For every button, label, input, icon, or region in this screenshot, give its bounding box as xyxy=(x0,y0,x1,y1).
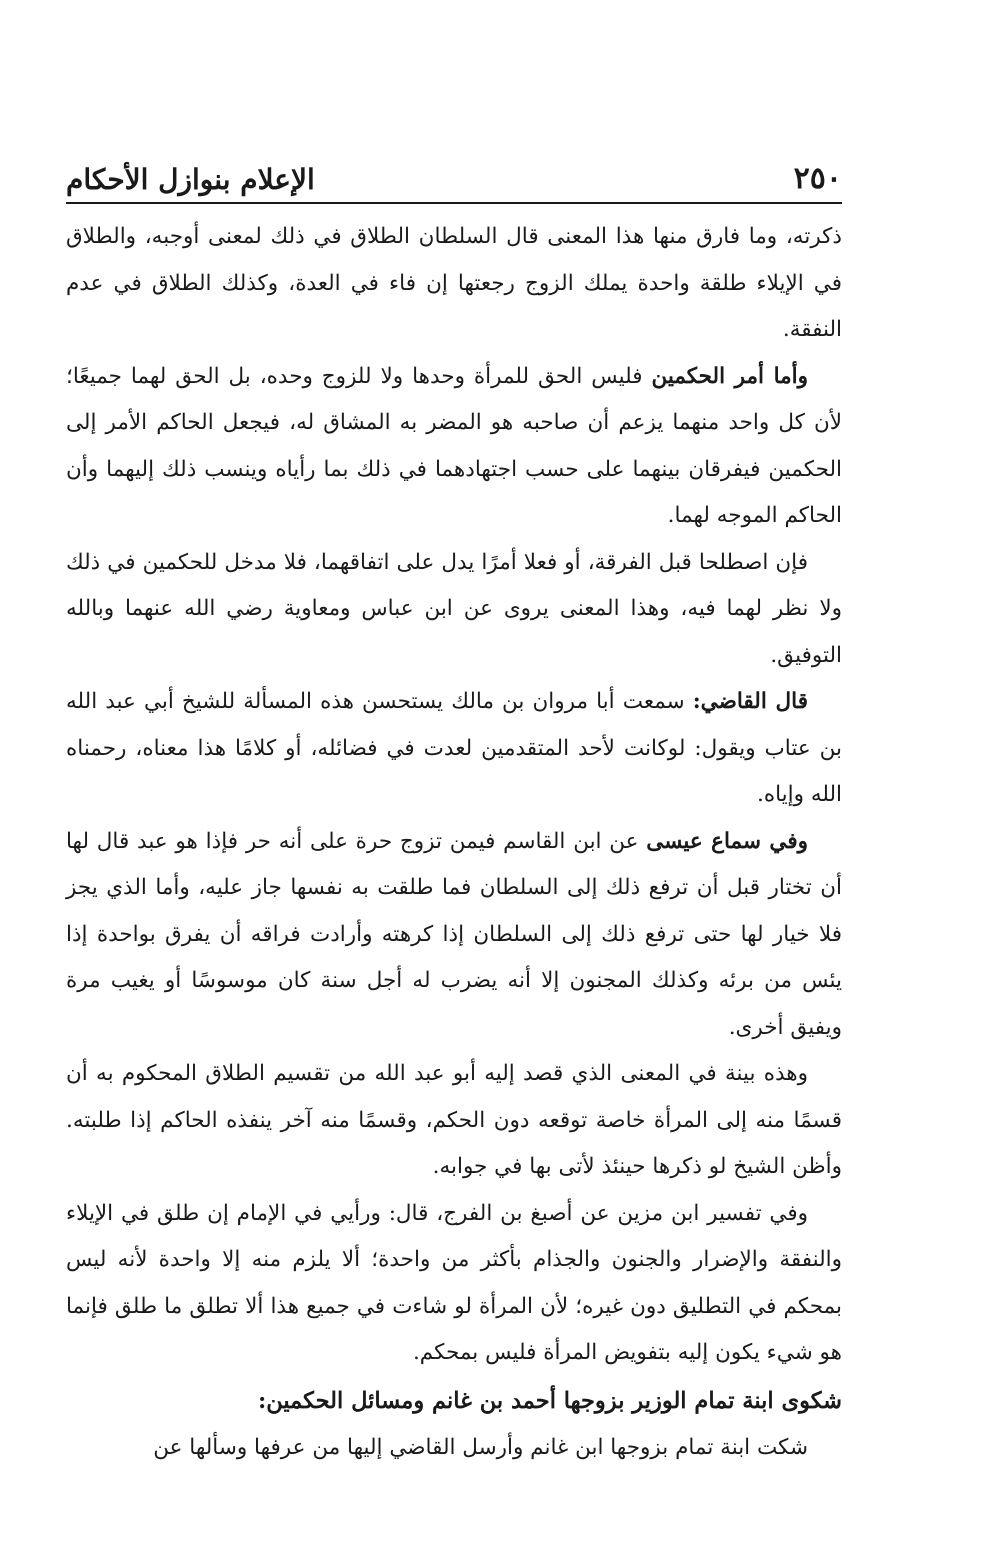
paragraph-lead: قال القاضي: xyxy=(692,689,808,714)
paragraph-6 xyxy=(66,1051,842,1191)
paragraph-5 xyxy=(66,819,842,1052)
paragraph-text: وهذه بينة في المعنى الذي قصد إليه أبو عبد الله من تقسيم الطلاق المحكوم به أن قسمًا منه إلى المرأة خاصة توقعه دون الحكم، وقسمًا منه آخر ينفذه الحاكم إذا طلبته. وأظن الشيخ لو ذكرها حينئذ لأتى بها في جوابه. xyxy=(66,1061,842,1179)
paragraph-text: سمعت أبا مروان بن مالك يستحسن هذه المسألة للشيخ أبي عبد الله بن عتاب ويقول: لوكانت لأحد المتقدمين لعدت في فضائله، أو كلامًا هذا معناه، رحمناه الله وإياه. xyxy=(66,689,842,807)
paragraph-8 xyxy=(66,1425,842,1472)
paragraph-text: عن ابن القاسم فيمن تزوج حرة على أنه حر فإذا هو عبد قال لها أن تختار قبل أن ترفع ذلك إلى السلطان فما طلقت به نفسها جاز عليه، وأما الذي يجز فلا خيار لها حتى ترفع ذلك إلى السلطان إذا كرهته وأرادت فراقه أن يفرق بواحدة إذا يئس من برئه وكذلك المجنون إلا أنه يضرب له أجل سنة كان موسوسًا أو يغيب مرة ويفيق أخرى. xyxy=(66,828,842,1040)
body-text xyxy=(66,214,842,1471)
header-rule xyxy=(66,202,842,204)
section-heading: شكوى ابنة تمام الوزير بزوجها أحمد بن غانم ومسائل الحكمين: xyxy=(257,1387,842,1414)
paragraph-text: ذكرته، وما فارق منها هذا المعنى قال السلطان الطلاق في ذلك لمعنى أوجبه، والطلاق في الإيلاء طلقة واحدة يملك الزوج رجعتها إن فاء في العدة، وكذلك الطلاق في عدم النفقة. xyxy=(66,224,842,342)
paragraph-text: وفي تفسير ابن مزين عن أصبغ بن الفرج، قال: ورأيي في الإمام إن طلق في الإيلاء والنفقة والإضرار والجنون والجذام بأكثر من واحدة؛ ألا يلزم منه إلا واحدة لأنه ليس بمحكم في التطليق دون غيره؛ لأن المرأة لو شاءت في جميع هذا ألا تطلق ما طلق فإنما هو شيء يكون إليه بتفويض المرأة فليس بمحكم. xyxy=(66,1200,842,1365)
page-number: ٢٥٠ xyxy=(793,161,842,196)
paragraph-1 xyxy=(66,214,842,354)
running-title: الإعلام بنوازل الأحكام xyxy=(66,163,315,196)
paragraph-7 xyxy=(66,1191,842,1377)
paragraph-text: فإن اصطلحا قبل الفرقة، أو فعلا أمرًا يدل على اتفاقهما، فلا مدخل للحكمين في ذلك ولا نظر لهما فيه، وهذا المعنى يروى عن ابن عباس ومعاوية رضي الله عنهما وبالله التوفيق. xyxy=(66,549,842,668)
paragraph-lead: وفي سماع عيسى xyxy=(646,828,808,854)
paragraph-4 xyxy=(66,679,842,819)
paragraph-lead: وأما أمر الحكمين xyxy=(651,363,808,389)
paragraph-3 xyxy=(66,540,842,680)
paragraph-text: فليس الحق للمرأة وحدها ولا للزوج وحده، بل الحق لهما جميعًا؛ لأن كل واحد منهما يزعم أن صاحبه هو المضر به المشاق له، فيجعل الحاكم الأمر إلى الحكمين فيفرقان بينهما على حسب اجتهادهما في ذلك بما رأياه وينسب ذلك إليهما وأن الحاكم الموجه لهما. xyxy=(66,363,842,528)
paragraph-text: شكت ابنة تمام بزوجها ابن غانم وأرسل القاضي إليها من عرفها وسألها عن xyxy=(153,1434,808,1460)
paragraph-2 xyxy=(66,354,842,540)
page-header xyxy=(66,150,842,196)
